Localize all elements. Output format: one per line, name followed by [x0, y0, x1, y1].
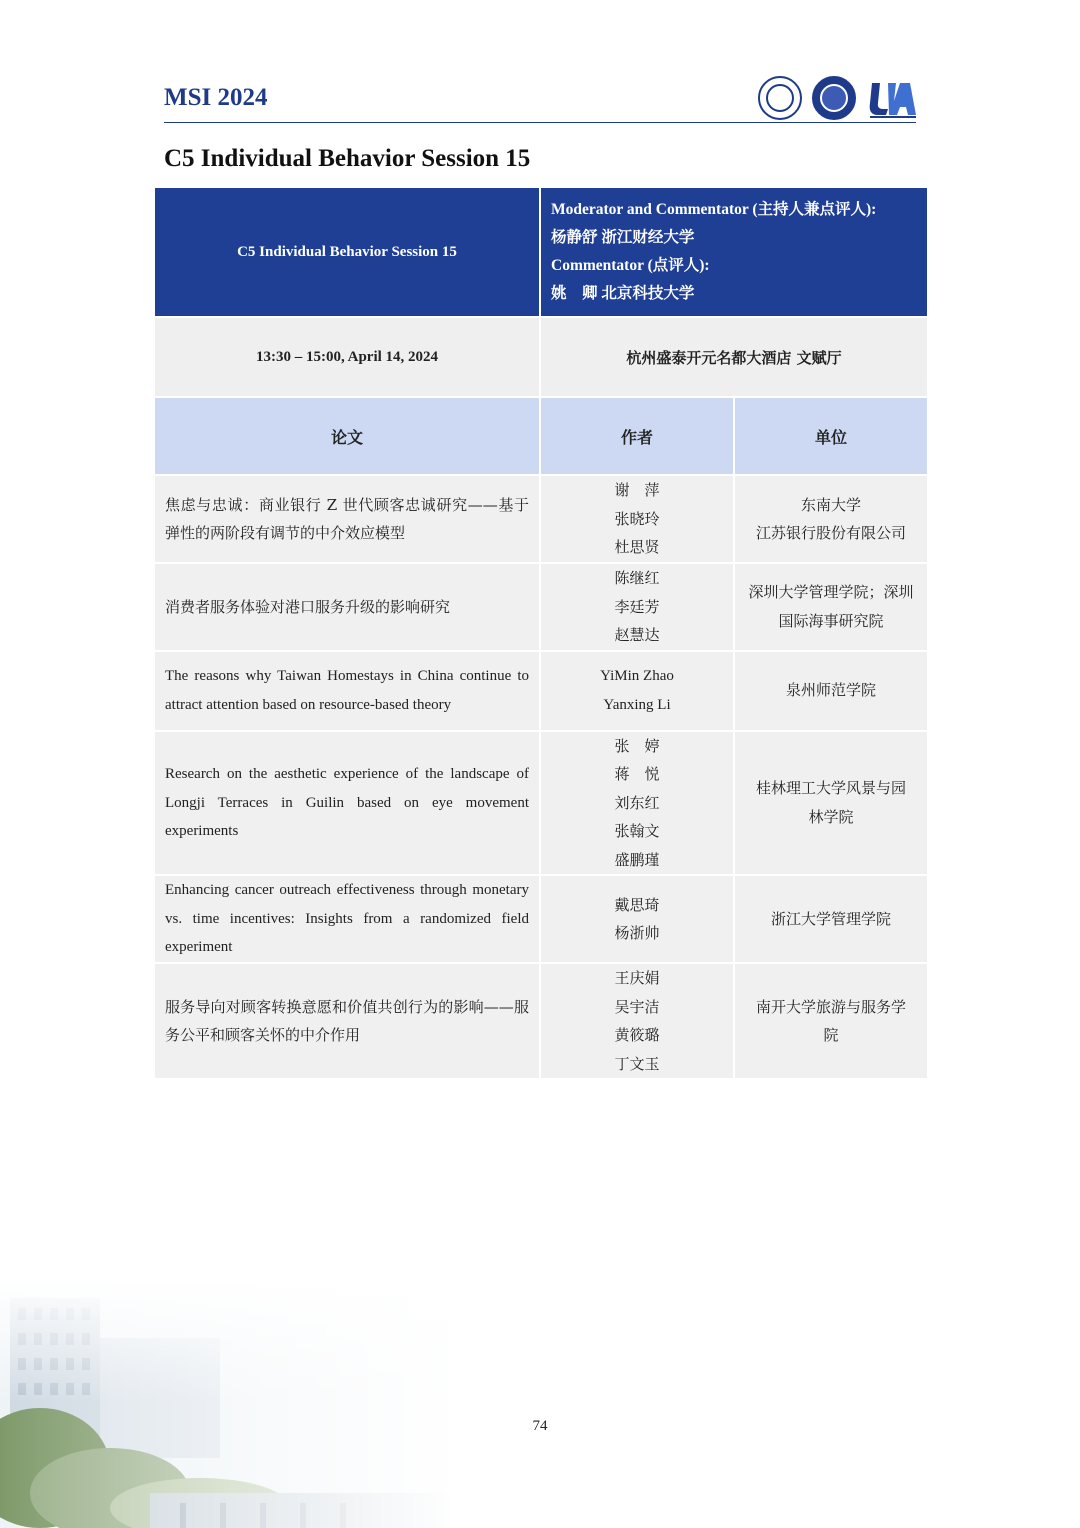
fudan-style-seal-logo: [812, 76, 856, 120]
column-header-unit: 单位: [734, 397, 928, 475]
paper-title: The reasons why Taiwan Homestays in China continue to attract attention based on resource-based theory: [154, 651, 540, 731]
column-header-authors: 作者: [540, 397, 734, 475]
table-row: [154, 475, 928, 563]
paper-unit: [734, 651, 928, 731]
unit-line: 国际海事研究院: [778, 611, 884, 630]
author: 蒋 悦: [614, 765, 660, 783]
header-logos: [758, 76, 920, 120]
author: 张晓玲: [614, 509, 660, 528]
session-title: C5 Individual Behavior Session 15: [164, 145, 531, 172]
unit-line: 南开大学旅游与服务学: [755, 997, 906, 1016]
session-venue: 杭州盛泰开元名都大酒店 文赋厅: [540, 317, 928, 397]
unit-line: 浙江大学管理学院: [770, 909, 891, 928]
table-row: [154, 963, 928, 1079]
unit-line: 江苏银行股份有限公司: [755, 524, 906, 542]
paper-title: 焦虑与忠诚：商业银行 Z 世代顾客忠诚研究——基于弹性的两阶段有调节的中介效应模型: [154, 475, 540, 563]
campus-background-image: [0, 1278, 460, 1528]
paper-authors: [540, 475, 734, 563]
author: 张翰文: [614, 822, 660, 840]
unit-line: 东南大学: [800, 495, 861, 514]
table-row: [154, 563, 928, 651]
paper-authors: [540, 875, 734, 963]
paper-authors: [540, 963, 734, 1079]
commentator-value: 姚 卿 北京科技大学: [551, 285, 695, 302]
paper-authors: [540, 563, 734, 651]
university-seal-logo: [758, 76, 802, 120]
author: 李廷芳: [614, 597, 660, 616]
paper-unit: [734, 475, 928, 563]
column-header-paper: 论文: [154, 397, 540, 475]
page-number: 74: [532, 1418, 548, 1434]
paper-unit: [734, 563, 928, 651]
author: 黄筱璐: [614, 1026, 660, 1044]
time-venue-row: [154, 317, 928, 397]
author: Yanxing Li: [603, 696, 671, 713]
session-table: [153, 186, 929, 1080]
header-rule: [164, 122, 916, 123]
author: 杨浙帅: [614, 924, 660, 942]
unit-line: 深圳大学管理学院；深圳: [748, 583, 914, 602]
header-title: MSI 2024: [164, 84, 268, 111]
paper-authors: [540, 651, 734, 731]
table-row: [154, 731, 928, 876]
author: 陈继红: [614, 569, 660, 587]
paper-title: 服务导向对顾客转换意愿和价值共创行为的影响——服务公平和顾客关怀的中介作用: [154, 963, 540, 1079]
paper-unit: [734, 875, 928, 963]
table-row: [154, 651, 928, 731]
paper-unit: [734, 963, 928, 1079]
paper-title: 消费者服务体验对港口服务升级的影响研究: [154, 563, 540, 651]
commentator-label: Commentator (点评人):: [551, 257, 710, 274]
author: 丁文玉: [614, 1054, 660, 1073]
moderator-value: 杨静舒 浙江财经大学: [551, 229, 695, 246]
author: 杜思贤: [614, 538, 660, 557]
moderators-cell: [540, 187, 928, 317]
author: 刘东红: [614, 793, 660, 812]
paper-authors: [540, 731, 734, 876]
paper-title: Enhancing cancer outreach effectiveness through monetary vs. time incentives: Insights from a randomized field experiment: [154, 875, 540, 963]
author: 谢 萍: [614, 481, 660, 500]
column-header-row: [154, 397, 928, 475]
session-name: C5 Individual Behavior Session 15: [154, 187, 540, 317]
author: 赵慧达: [614, 626, 660, 644]
unit-line: 桂林理工大学风景与园: [755, 779, 906, 798]
unit-line: 院: [823, 1026, 839, 1044]
paper-title: Research on the aesthetic experience of the landscape of Longji Terraces in Guilin based on eye movement experiments: [154, 731, 540, 876]
ua-logo: [866, 77, 920, 119]
session-header-row: [154, 187, 928, 317]
moderator-label: Moderator and Commentator (主持人兼点评人):: [551, 201, 877, 218]
paper-unit: [734, 731, 928, 876]
author: YiMin Zhao: [600, 668, 674, 684]
author: 盛鹏瑾: [614, 850, 660, 869]
author: 张 婷: [614, 736, 660, 755]
unit-line: 林学院: [808, 807, 854, 826]
table-row: [154, 875, 928, 963]
author: 戴思琦: [614, 895, 660, 914]
session-time: 13:30 – 15:00, April 14, 2024: [154, 317, 540, 397]
unit-line: 泉州师范学院: [785, 681, 876, 700]
author: 王庆娟: [614, 969, 660, 987]
author: 吴宇洁: [614, 997, 660, 1016]
